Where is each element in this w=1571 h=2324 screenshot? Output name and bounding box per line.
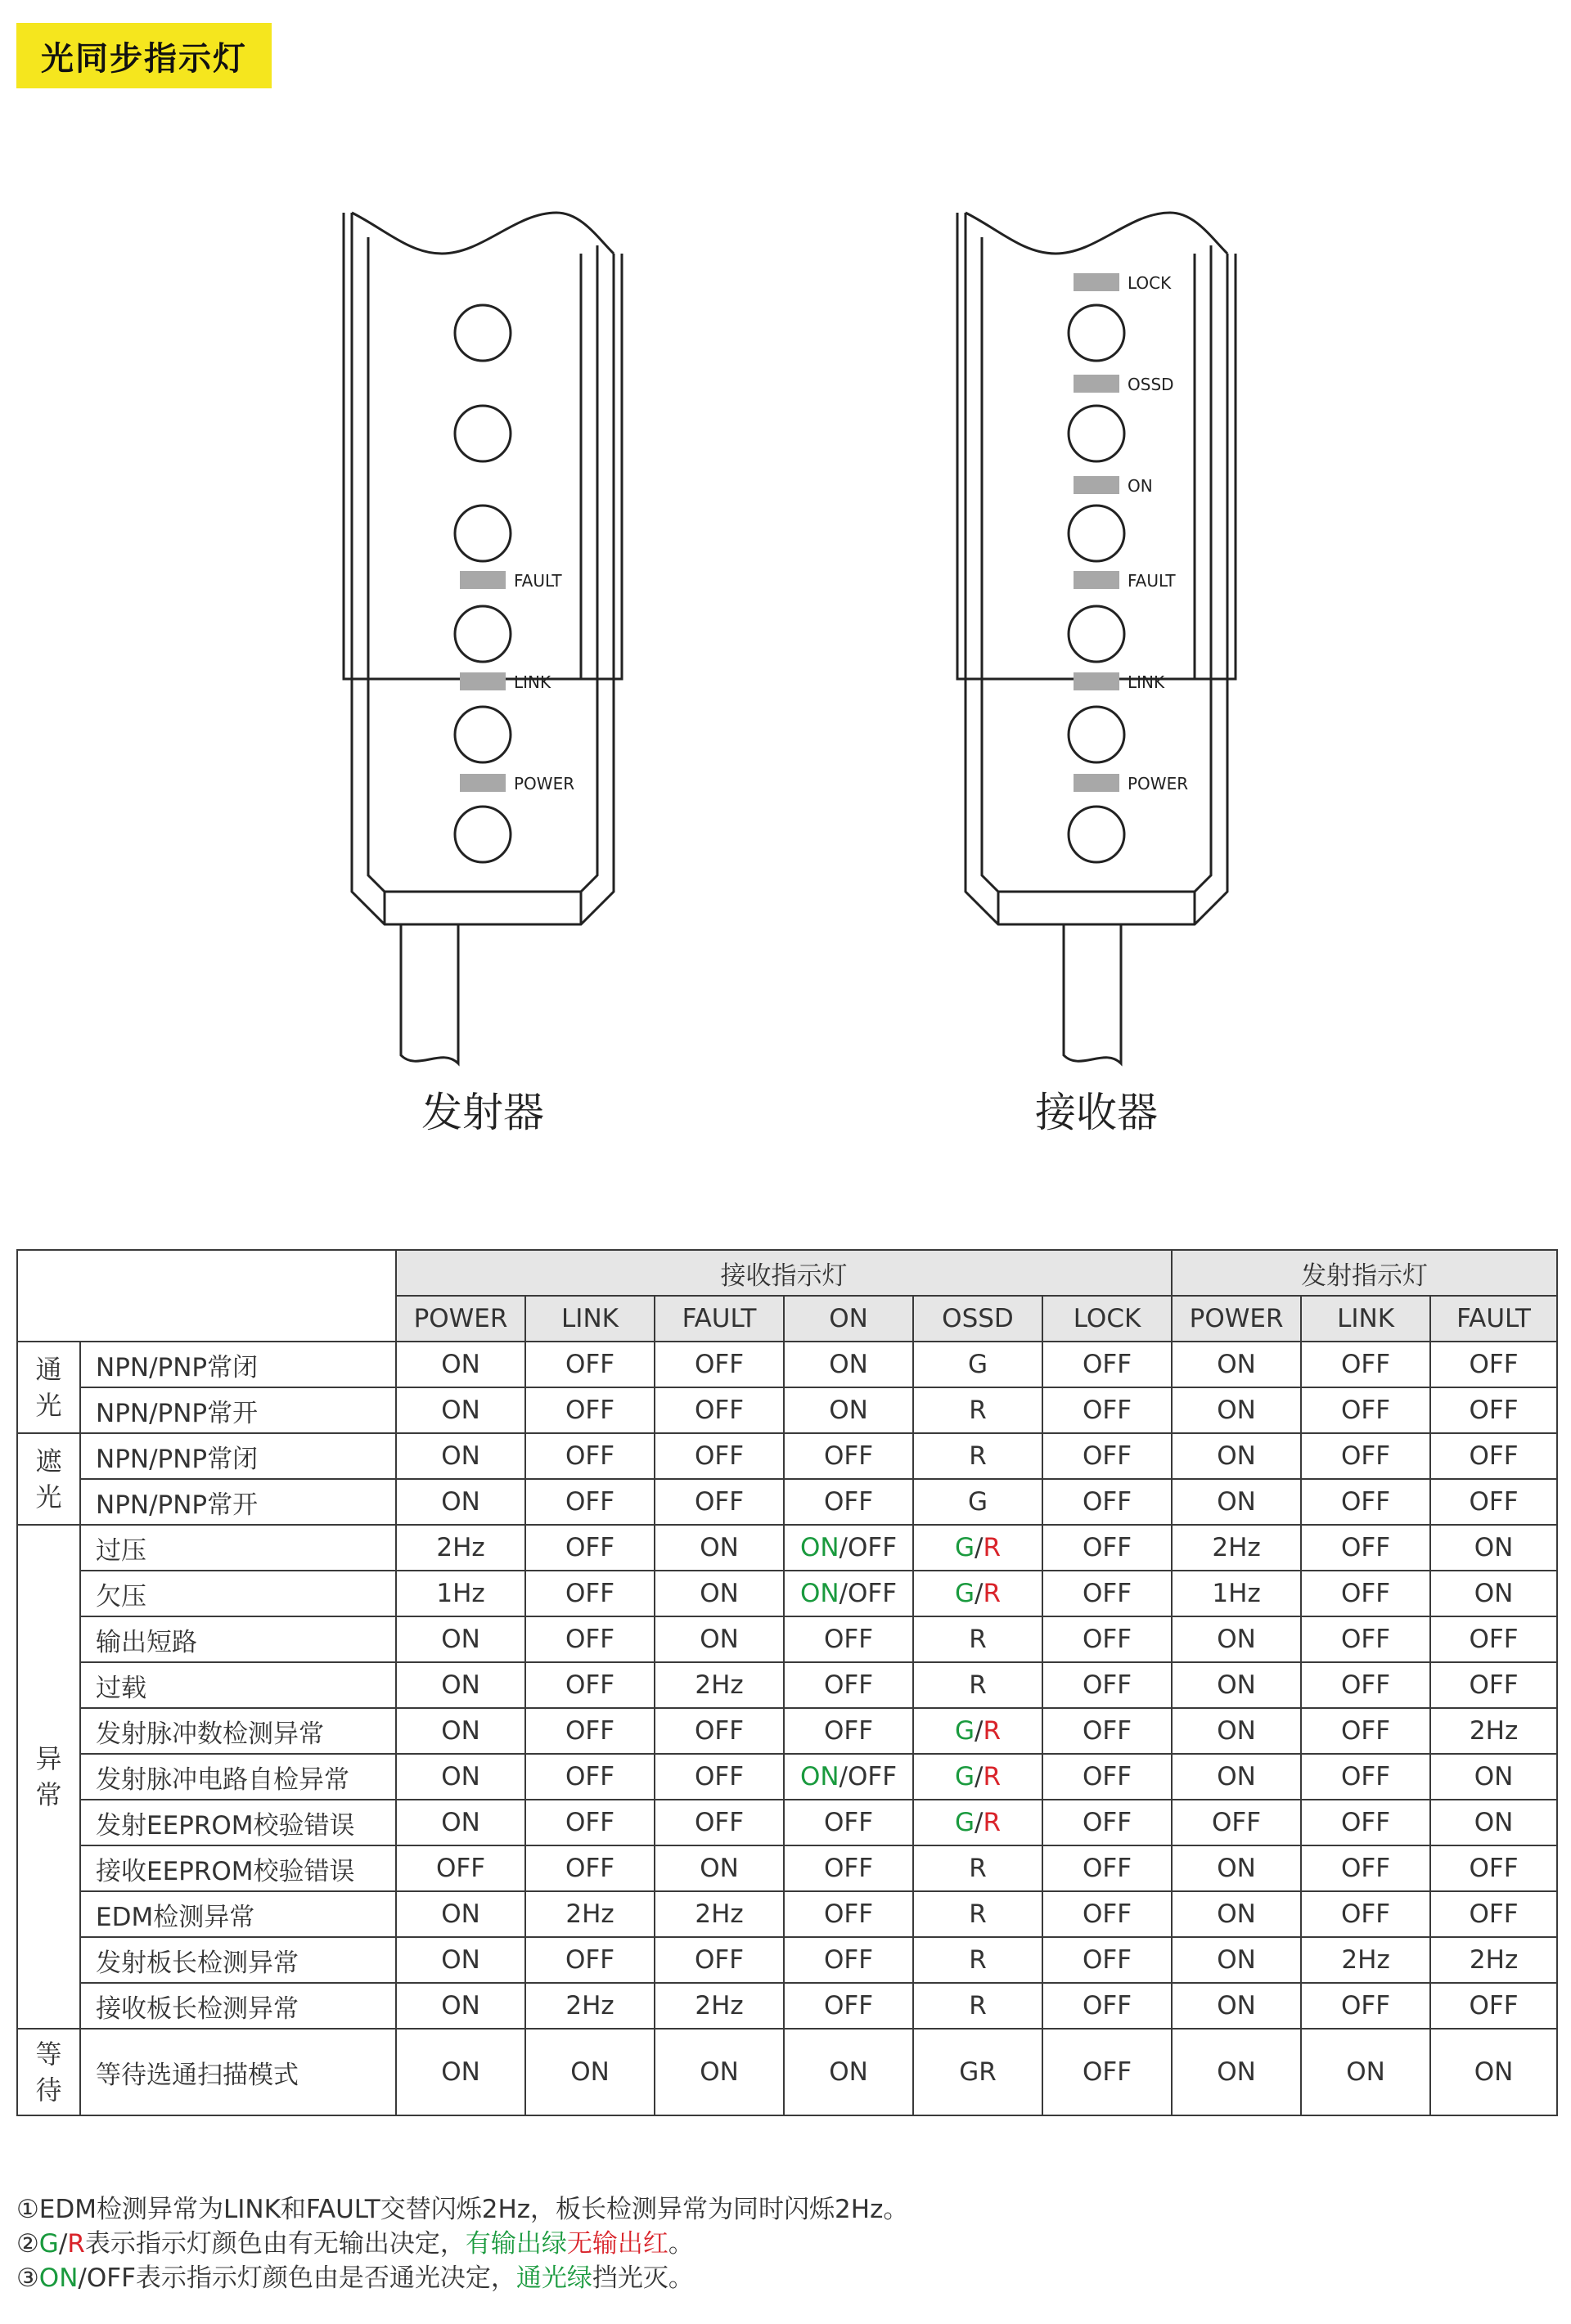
- footnote-3-num: ③: [16, 2263, 39, 2293]
- table-row: [17, 1891, 1557, 1937]
- status-cell: R: [913, 1616, 1042, 1662]
- status-cell: OFF: [1301, 1616, 1430, 1662]
- status-cell: OFF: [525, 1937, 655, 1983]
- status-part-a: ON: [799, 1533, 840, 1562]
- status-cell: ON: [1430, 1571, 1557, 1616]
- status-cell: OFF: [525, 1708, 655, 1754]
- row-condition: 发射脉冲电路自检异常: [80, 1754, 396, 1800]
- table-row: [17, 1387, 1557, 1433]
- status-cell: ON: [396, 1708, 525, 1754]
- status-cell: [913, 1754, 1042, 1800]
- status-cell: GR: [913, 2029, 1042, 2115]
- emitter-label-fault: FAULT: [514, 571, 562, 591]
- status-part-b: R: [983, 1762, 1002, 1791]
- status-sep: /: [975, 1716, 984, 1746]
- footnote-2-num: ②: [16, 2229, 39, 2259]
- status-cell: OFF: [1042, 1616, 1172, 1662]
- status-cell: OFF: [784, 1937, 913, 1983]
- status-cell: [784, 1571, 913, 1616]
- emitter-label-power: POWER: [514, 774, 575, 793]
- status-cell: R: [913, 1387, 1042, 1433]
- status-cell: OFF: [1430, 1387, 1557, 1433]
- column-header-ossd: OSSD: [913, 1296, 1042, 1342]
- emitter-link-indicator: [460, 672, 506, 690]
- status-cell: OFF: [525, 1571, 655, 1616]
- status-cell: ON: [1172, 2029, 1301, 2115]
- status-cell: ON: [396, 2029, 525, 2115]
- status-cell: ON: [1172, 1708, 1301, 1754]
- row-condition: NPN/PNP常闭: [80, 1342, 396, 1387]
- receiver-lock-indicator: [1074, 273, 1119, 291]
- table-row: [17, 1983, 1557, 2029]
- status-cell: R: [913, 1937, 1042, 1983]
- section-title-badge: 光同步指示灯: [16, 23, 272, 88]
- status-cell: OFF: [1042, 1662, 1172, 1708]
- emitter-fault-indicator: [460, 571, 506, 589]
- table-row: [17, 1525, 1557, 1571]
- status-part-b: R: [983, 1579, 1002, 1608]
- column-header-fault: FAULT: [1430, 1296, 1557, 1342]
- status-part-b: OFF: [847, 1579, 898, 1608]
- status-cell: OFF: [1042, 1937, 1172, 1983]
- status-cell: OFF: [1042, 1479, 1172, 1525]
- table-row: [17, 1571, 1557, 1616]
- status-cell: OFF: [1042, 1571, 1172, 1616]
- receiver-led-4: [1069, 606, 1124, 662]
- status-cell: OFF: [784, 1845, 913, 1891]
- status-cell: ON: [396, 1937, 525, 1983]
- status-cell: ON: [1172, 1342, 1301, 1387]
- status-cell: OFF: [784, 1800, 913, 1845]
- column-header-link: LINK: [1301, 1296, 1430, 1342]
- emitter-led-3: [455, 506, 511, 561]
- receiver-label-fault: FAULT: [1128, 571, 1176, 591]
- status-cell: ON: [1430, 2029, 1557, 2115]
- status-cell: OFF: [525, 1433, 655, 1479]
- row-condition: 等待选通扫描模式: [80, 2029, 396, 2115]
- status-cell: OFF: [1042, 1800, 1172, 1845]
- status-sep: /: [975, 1533, 984, 1562]
- status-cell: ON: [1301, 2029, 1430, 2115]
- footnote-2: [16, 2227, 908, 2261]
- receiver-caption: 接收器: [1035, 1089, 1158, 1136]
- row-condition: NPN/PNP常开: [80, 1479, 396, 1525]
- receiver-label-power: POWER: [1128, 774, 1189, 793]
- status-cell: ON: [396, 1800, 525, 1845]
- status-cell: ON: [396, 1387, 525, 1433]
- footnote-3-text: /OFF表示指示灯颜色由是否通光决定，: [78, 2263, 516, 2293]
- status-cell: OFF: [784, 1479, 913, 1525]
- table-row: [17, 1754, 1557, 1800]
- status-cell: 2Hz: [525, 1891, 655, 1937]
- status-cell: OFF: [655, 1754, 784, 1800]
- status-cell: OFF: [655, 1433, 784, 1479]
- status-cell: OFF: [1301, 1662, 1430, 1708]
- status-cell: ON: [1430, 1754, 1557, 1800]
- status-cell: OFF: [1430, 1662, 1557, 1708]
- status-cell: OFF: [1430, 1342, 1557, 1387]
- status-cell: [913, 1525, 1042, 1571]
- status-cell: ON: [525, 2029, 655, 2115]
- status-cell: ON: [396, 1433, 525, 1479]
- status-cell: OFF: [1042, 1387, 1172, 1433]
- status-cell: ON: [1172, 1891, 1301, 1937]
- receiver-housing-outline: [957, 213, 1236, 1063]
- footnote-2-r: R: [67, 2229, 85, 2259]
- status-cell: ON: [655, 2029, 784, 2115]
- status-cell: 2Hz: [1430, 1937, 1557, 1983]
- status-sep: /: [975, 1808, 984, 1837]
- status-cell: OFF: [784, 1983, 913, 2029]
- status-cell: 2Hz: [396, 1525, 525, 1571]
- status-cell: OFF: [1301, 1571, 1430, 1616]
- row-condition: 发射板长检测异常: [80, 1937, 396, 1983]
- row-condition: 过载: [80, 1662, 396, 1708]
- status-cell: OFF: [784, 1708, 913, 1754]
- status-cell: OFF: [525, 1616, 655, 1662]
- status-cell: OFF: [1430, 1616, 1557, 1662]
- status-cell: ON: [655, 1616, 784, 1662]
- status-cell: R: [913, 1891, 1042, 1937]
- column-header-link: LINK: [525, 1296, 655, 1342]
- receiver-label-lock: LOCK: [1128, 273, 1172, 293]
- status-cell: 2Hz: [1301, 1937, 1430, 1983]
- status-part-b: OFF: [847, 1533, 898, 1562]
- table-row: [17, 1708, 1557, 1754]
- status-cell: OFF: [1301, 1845, 1430, 1891]
- status-cell: ON: [784, 2029, 913, 2115]
- emitter-label-link: LINK: [514, 672, 551, 692]
- status-cell: OFF: [525, 1845, 655, 1891]
- row-condition: EDM检测异常: [80, 1891, 396, 1937]
- status-cell: OFF: [1430, 1479, 1557, 1525]
- status-sep: /: [839, 1533, 848, 1562]
- status-cell: OFF: [784, 1616, 913, 1662]
- footnote-2-red-text: 无输出红: [566, 2229, 668, 2259]
- status-cell: 1Hz: [396, 1571, 525, 1616]
- status-cell: ON: [1172, 1616, 1301, 1662]
- status-cell: R: [913, 1983, 1042, 2029]
- status-cell: OFF: [1430, 1433, 1557, 1479]
- table-row: [17, 1433, 1557, 1479]
- status-sep: /: [839, 1762, 848, 1791]
- table-row: [17, 1800, 1557, 1845]
- status-sep: /: [839, 1579, 848, 1608]
- status-cell: OFF: [784, 1891, 913, 1937]
- status-cell: ON: [1172, 1983, 1301, 2029]
- status-cell: OFF: [1430, 1845, 1557, 1891]
- status-cell: 2Hz: [525, 1983, 655, 2029]
- status-cell: OFF: [1301, 1708, 1430, 1754]
- status-cell: OFF: [525, 1662, 655, 1708]
- status-part-a: ON: [799, 1762, 840, 1791]
- status-cell: ON: [1430, 1800, 1557, 1845]
- table-row: [17, 1342, 1557, 1387]
- status-cell: 2Hz: [1172, 1525, 1301, 1571]
- status-cell: OFF: [784, 1433, 913, 1479]
- row-condition: 接收EEPROM校验错误: [80, 1845, 396, 1891]
- receiver-on-indicator: [1074, 476, 1119, 494]
- status-cell: ON: [655, 1845, 784, 1891]
- status-cell: OFF: [655, 1937, 784, 1983]
- status-sep: /: [975, 1762, 984, 1791]
- status-cell: G: [913, 1342, 1042, 1387]
- row-condition: NPN/PNP常开: [80, 1387, 396, 1433]
- status-cell: R: [913, 1433, 1042, 1479]
- emitter-led-2: [455, 406, 511, 461]
- footnote-2-text: 表示指示灯颜色由有无输出决定，: [84, 2229, 466, 2259]
- emitter-power-indicator: [460, 774, 506, 792]
- footnote-2-green-text: 有输出绿: [465, 2229, 567, 2259]
- status-cell: OFF: [1042, 1891, 1172, 1937]
- emitter-led-4: [455, 606, 511, 662]
- footnote-2-end: 。: [668, 2229, 694, 2259]
- status-cell: OFF: [1430, 1983, 1557, 2029]
- receiver-ossd-indicator: [1074, 375, 1119, 393]
- row-condition: 接收板长检测异常: [80, 1983, 396, 2029]
- row-group-label: 异常: [17, 1525, 80, 2029]
- emitter-led-1: [455, 305, 511, 361]
- status-cell: OFF: [1042, 1845, 1172, 1891]
- footnote-3-on: ON: [38, 2263, 79, 2293]
- status-part-a: G: [954, 1808, 975, 1837]
- status-cell: ON: [396, 1891, 525, 1937]
- status-cell: OFF: [1042, 1525, 1172, 1571]
- status-cell: OFF: [1301, 1479, 1430, 1525]
- status-cell: R: [913, 1845, 1042, 1891]
- receiver-led-5: [1069, 707, 1124, 762]
- status-cell: ON: [1172, 1754, 1301, 1800]
- footnote-1: ①EDM检测异常为LINK和FAULT交替闪烁2Hz，板长检测异常为同时闪烁2Hz。: [16, 2195, 909, 2224]
- emitter-led-6: [455, 807, 511, 862]
- status-cell: 2Hz: [655, 1891, 784, 1937]
- status-cell: OFF: [1042, 1754, 1172, 1800]
- header-group-emit: 发射指示灯: [1172, 1250, 1557, 1296]
- emitter-diagram: [335, 205, 630, 1072]
- table-body: [17, 1250, 1557, 2115]
- row-group-label: 通光: [17, 1342, 80, 1433]
- status-cell: OFF: [655, 1342, 784, 1387]
- footnote-2-sep: /: [58, 2229, 68, 2259]
- row-condition: 输出短路: [80, 1616, 396, 1662]
- status-part-a: G: [954, 1579, 975, 1608]
- status-cell: OFF: [1301, 1433, 1430, 1479]
- status-cell: OFF: [655, 1800, 784, 1845]
- status-cell: [913, 1800, 1042, 1845]
- status-cell: OFF: [525, 1754, 655, 1800]
- status-cell: OFF: [1301, 1387, 1430, 1433]
- receiver-diagram: [949, 205, 1244, 1072]
- receiver-fault-indicator: [1074, 571, 1119, 589]
- status-part-b: R: [983, 1808, 1002, 1837]
- emitter-caption: 发射器: [421, 1089, 544, 1136]
- row-group-label: 遮光: [17, 1433, 80, 1525]
- footnote-2-g: G: [38, 2229, 59, 2259]
- status-cell: [784, 1525, 913, 1571]
- status-cell: ON: [396, 1983, 525, 2029]
- emitter-led-5: [455, 707, 511, 762]
- column-header-power: POWER: [1172, 1296, 1301, 1342]
- status-cell: OFF: [1042, 1433, 1172, 1479]
- receiver-led-6: [1069, 807, 1124, 862]
- receiver-power-indicator: [1074, 774, 1119, 792]
- status-cell: OFF: [525, 1479, 655, 1525]
- column-header-lock: LOCK: [1042, 1296, 1172, 1342]
- status-cell: OFF: [655, 1479, 784, 1525]
- status-cell: [913, 1571, 1042, 1616]
- status-cell: G: [913, 1479, 1042, 1525]
- status-cell: OFF: [525, 1342, 655, 1387]
- receiver-led-3: [1069, 506, 1124, 561]
- status-cell: OFF: [1042, 1983, 1172, 2029]
- status-cell: OFF: [525, 1525, 655, 1571]
- status-cell: ON: [784, 1387, 913, 1433]
- row-group-label: 等待: [17, 2029, 80, 2115]
- receiver-led-2: [1069, 406, 1124, 461]
- footnotes: [16, 2192, 908, 2295]
- table-row: [17, 1479, 1557, 1525]
- status-cell: OFF: [1301, 1342, 1430, 1387]
- status-part-b: R: [983, 1716, 1002, 1746]
- status-cell: ON: [1172, 1845, 1301, 1891]
- status-cell: OFF: [784, 1662, 913, 1708]
- status-cell: ON: [1430, 1525, 1557, 1571]
- status-cell: ON: [396, 1662, 525, 1708]
- status-cell: ON: [1172, 1937, 1301, 1983]
- header-corner: [17, 1250, 396, 1342]
- status-cell: OFF: [1301, 1800, 1430, 1845]
- column-header-on: ON: [784, 1296, 913, 1342]
- status-cell: OFF: [655, 1708, 784, 1754]
- status-part-a: G: [954, 1533, 975, 1562]
- receiver-link-indicator: [1074, 672, 1119, 690]
- status-cell: ON: [396, 1754, 525, 1800]
- status-cell: OFF: [396, 1845, 525, 1891]
- column-header-fault: FAULT: [655, 1296, 784, 1342]
- status-cell: ON: [655, 1525, 784, 1571]
- status-part-a: G: [954, 1716, 975, 1746]
- header-group-receive: 接收指示灯: [396, 1250, 1172, 1296]
- table-row: [17, 1616, 1557, 1662]
- status-cell: [784, 1754, 913, 1800]
- status-cell: OFF: [1042, 1342, 1172, 1387]
- status-part-a: G: [954, 1762, 975, 1791]
- status-cell: OFF: [1301, 1754, 1430, 1800]
- status-sep: /: [975, 1579, 984, 1608]
- status-cell: OFF: [1430, 1891, 1557, 1937]
- status-cell: ON: [1172, 1662, 1301, 1708]
- status-cell: OFF: [525, 1800, 655, 1845]
- table-row: [17, 1845, 1557, 1891]
- status-cell: ON: [784, 1342, 913, 1387]
- receiver-label-on: ON: [1128, 476, 1153, 496]
- row-condition: 发射脉冲数检测异常: [80, 1708, 396, 1754]
- table-row: [17, 1662, 1557, 1708]
- status-cell: ON: [655, 1571, 784, 1616]
- column-header-power: POWER: [396, 1296, 525, 1342]
- receiver-label-link: LINK: [1128, 672, 1165, 692]
- status-cell: R: [913, 1662, 1042, 1708]
- status-cell: OFF: [655, 1387, 784, 1433]
- status-cell: ON: [1172, 1433, 1301, 1479]
- row-condition: 欠压: [80, 1571, 396, 1616]
- emitter-housing-outline: [344, 213, 622, 1063]
- status-cell: OFF: [1042, 1708, 1172, 1754]
- row-condition: 发射EEPROM校验错误: [80, 1800, 396, 1845]
- status-cell: ON: [396, 1479, 525, 1525]
- status-cell: 2Hz: [655, 1983, 784, 2029]
- footnote-3: [16, 2261, 908, 2295]
- receiver-label-ossd: OSSD: [1128, 375, 1174, 394]
- status-part-b: OFF: [847, 1762, 898, 1791]
- header-row-groups: [17, 1250, 1557, 1296]
- receiver-led-1: [1069, 305, 1124, 361]
- status-cell: 2Hz: [655, 1662, 784, 1708]
- status-cell: [913, 1708, 1042, 1754]
- footnote-3-end: 挡光灭。: [592, 2263, 694, 2293]
- status-cell: OFF: [525, 1387, 655, 1433]
- indicator-status-table: [16, 1249, 1558, 2116]
- status-cell: ON: [396, 1616, 525, 1662]
- status-cell: ON: [1172, 1479, 1301, 1525]
- row-condition: 过压: [80, 1525, 396, 1571]
- status-cell: OFF: [1172, 1800, 1301, 1845]
- status-cell: 1Hz: [1172, 1571, 1301, 1616]
- status-cell: ON: [396, 1342, 525, 1387]
- status-cell: ON: [1172, 1387, 1301, 1433]
- footnote-3-green-text: 通光绿: [515, 2263, 592, 2293]
- status-cell: OFF: [1301, 1983, 1430, 2029]
- table-row: [17, 2029, 1557, 2115]
- status-part-a: ON: [799, 1579, 840, 1608]
- status-part-b: R: [983, 1533, 1002, 1562]
- status-cell: OFF: [1042, 2029, 1172, 2115]
- table-row: [17, 1937, 1557, 1983]
- status-cell: OFF: [1301, 1891, 1430, 1937]
- row-condition: NPN/PNP常闭: [80, 1433, 396, 1479]
- status-cell: OFF: [1301, 1525, 1430, 1571]
- status-cell: 2Hz: [1430, 1708, 1557, 1754]
